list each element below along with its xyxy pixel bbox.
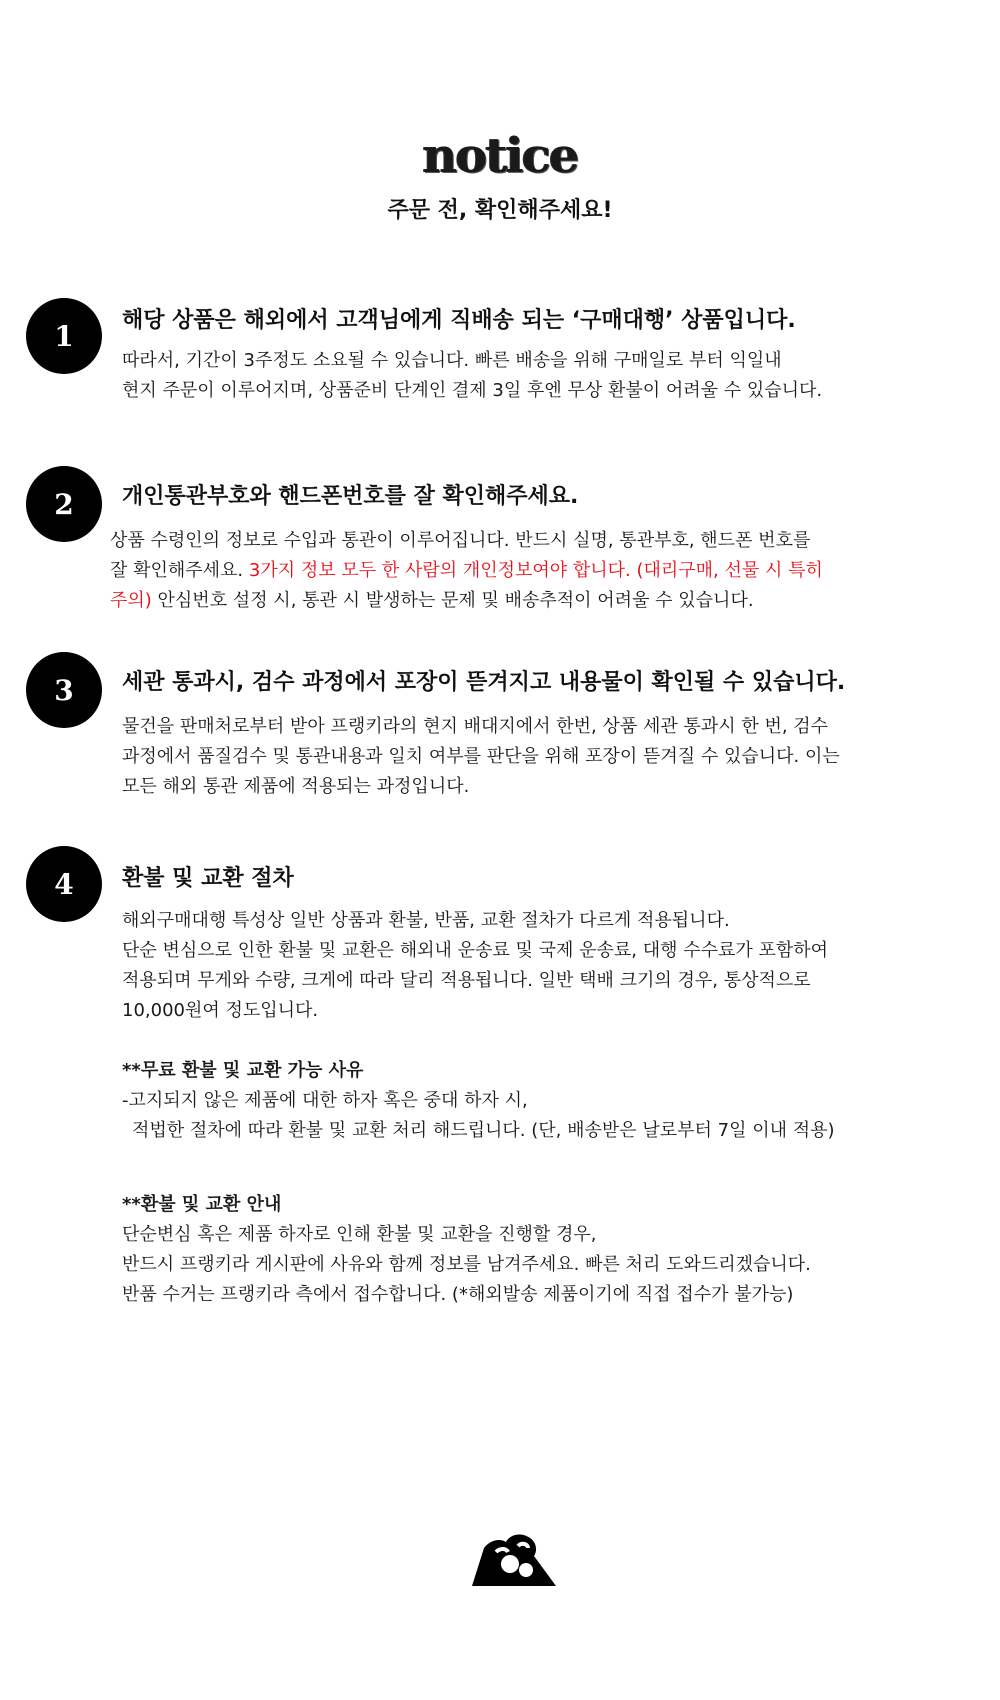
section-line [110,556,970,586]
section-line: 반드시 프랭키라 게시판에 사유와 함께 정보를 남겨주세요. 빠른 처리 도와드리겠습니다. [122,1254,811,1275]
section-title: 세관 통과시, 검수 과정에서 포장이 뜯겨지고 내용물이 확인될 수 있습니다. [122,670,846,695]
notice-subtitle: 주문 전, 확인해주세요! [387,198,613,223]
section-body [122,712,982,802]
section-line: 현지 주문이 이루어지며, 상품준비 단계인 결제 3일 후엔 무상 환불이 어려울 수 있습니다. [122,380,823,401]
section-line: 단순 변심으로 인한 환불 및 교환은 해외내 운송료 및 국제 운송료, 대행 수수료가 포함하여 [122,940,829,961]
section-line: 상품 수령인의 정보로 수입과 통관이 이루어집니다. 반드시 실명, 통관부호, 핸드폰 번호를 [110,530,811,551]
section-title: 해당 상품은 해외에서 고객님에게 직배송 되는 ‘구매대행’ 상품입니다. [122,308,796,333]
warning-text: 주의) [110,590,152,611]
spacer [122,1026,982,1056]
free-refund-title: **무료 환불 및 교환 가능 사유 [122,1060,364,1081]
section-line [110,586,970,616]
step-number-badge: 4 [26,846,102,922]
step-number-badge: 2 [26,466,102,542]
section-line: 과정에서 품질검수 및 통관내용과 일치 여부를 판단을 위해 포장이 뜯겨질 수 있습니다. 이는 [122,746,840,767]
section-body [122,906,982,1310]
step-number-badge: 3 [26,652,102,728]
section-line: 적법한 절차에 따라 환불 및 교환 처리 해드립니다. (단, 배송받은 날로부터 7일 이내 적용) [132,1120,835,1141]
section-title: 환불 및 교환 절차 [122,866,294,891]
section-line: 적용되며 무게와 수량, 크게에 따라 달리 적용됩니다. 일반 택배 크기의 경우, 통상적으로 [122,970,811,991]
section-line: 따라서, 기간이 3주정도 소요될 수 있습니다. 빠른 배송을 위해 구매일로 부터 익일내 [122,350,782,371]
section-line: 10,000원여 정도입니다. [122,1000,319,1021]
notice-title: notice [422,128,578,184]
section-line: 해외구매대행 특성상 일반 상품과 환불, 반품, 교환 절차가 다르게 적용됩니다. [122,910,730,931]
section-title: 개인통관부호와 핸드폰번호를 잘 확인해주세요. [122,484,579,509]
warning-text: 3가지 정보 모두 한 사람의 개인정보여야 합니다. (대리구매, 선물 시 특히 [248,560,823,581]
section-line: -고지되지 않은 제품에 대한 하자 혹은 중대 하자 시, [122,1090,528,1111]
step-number-badge: 1 [26,298,102,374]
notice-section-3 [26,652,976,812]
notice-section-1 [26,298,976,428]
section-line: 물건을 판매처로부터 받아 프랭키라의 현지 배대지에서 한번, 상품 세관 통과시 한 번, 검수 [122,716,829,737]
section-text: 안심번호 설정 시, 통관 시 발생하는 문제 및 배송추적이 어려울 수 있습니다. [151,590,754,611]
notice-section-4 [26,846,976,1306]
section-line: 단순변심 혹은 제품 하자로 인해 환불 및 교환을 진행할 경우, [122,1224,597,1245]
section-body [122,346,982,406]
spacer [122,1146,982,1190]
notice-header [0,128,1000,226]
section-body [110,526,970,616]
section-line: 모든 해외 통관 제품에 적용되는 과정입니다. [122,776,470,797]
section-text: 잘 확인해주세요. [110,560,249,581]
refund-guide-title: **환불 및 교환 안내 [122,1194,282,1215]
section-line: 반품 수거는 프랭키라 측에서 접수합니다. (*해외발송 제품이기에 직접 접수가 불가능) [122,1284,794,1305]
notice-section-2 [26,466,976,626]
brand-logo-icon [470,1530,560,1590]
